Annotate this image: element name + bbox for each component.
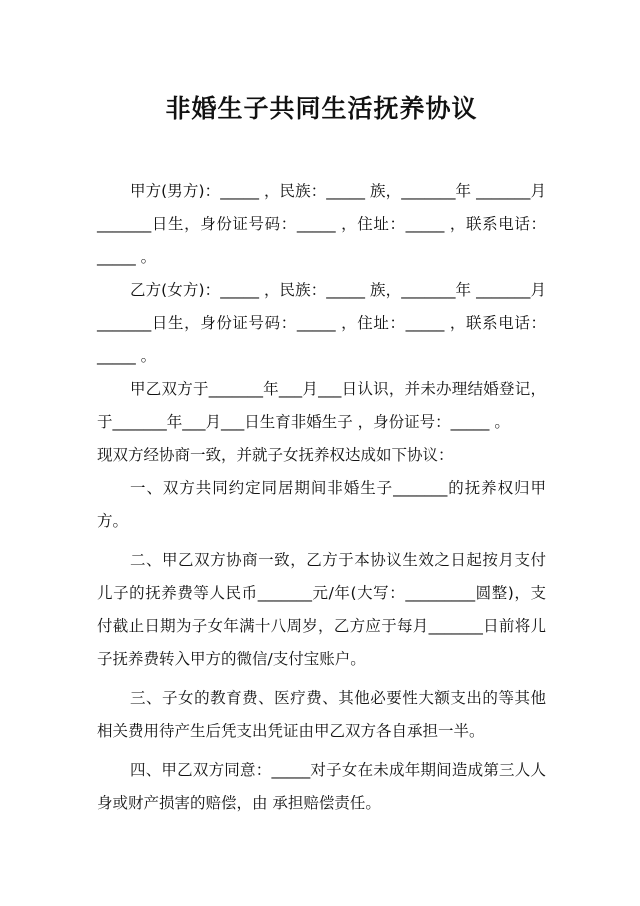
clause-3: 三、子女的教育费、医疗费、其他必要性大额支出的等其他相关费用待产生后凭支出凭证由甲乙双方各自承担一半。 [97, 689, 546, 740]
agreement-intro: 现双方经协商一致，并就子女抚养权达成如下协议： [97, 446, 454, 464]
clause-1: 一、双方共同约定同居期间非婚生子_______的抚养权归甲方。 [97, 479, 546, 530]
background-statement: 甲乙双方于_______年___月___日认识，并未办理结婚登记，于_______年___月___日生育非婚生子 ，身份证号：_____ 。 [97, 380, 546, 431]
clause-2: 二、甲乙双方协商一致，乙方于本协议生效之日起按月支付儿子的抚养费等人民币_______元/年(大写：_________圆整)，支付截止日期为子女年满十八周岁，乙方应于每月_______日前将儿子抚养费转入甲方的微信/支付宝账户。 [97, 551, 546, 668]
party-b-info: 乙方(女方)：_____ ，民族：_____ 族，_______年 _______月 _______日生，身份证号码：_____ ，住址：_____ ，联系电话：_____ 。 [97, 281, 546, 365]
clause-4: 四、甲乙双方同意：_____对子女在未成年期间造成第三人人身或财产损害的赔偿，由 承担赔偿责任。 [97, 761, 546, 812]
party-a-info: 甲方(男方)：_____ ，民族：_____ 族，_______年 _______月 _______日生，身份证号码：_____ ，住址：_____ ，联系电话：_____ 。 [97, 182, 546, 266]
document-title: 非婚生子共同生活抚养协议 [165, 94, 478, 123]
